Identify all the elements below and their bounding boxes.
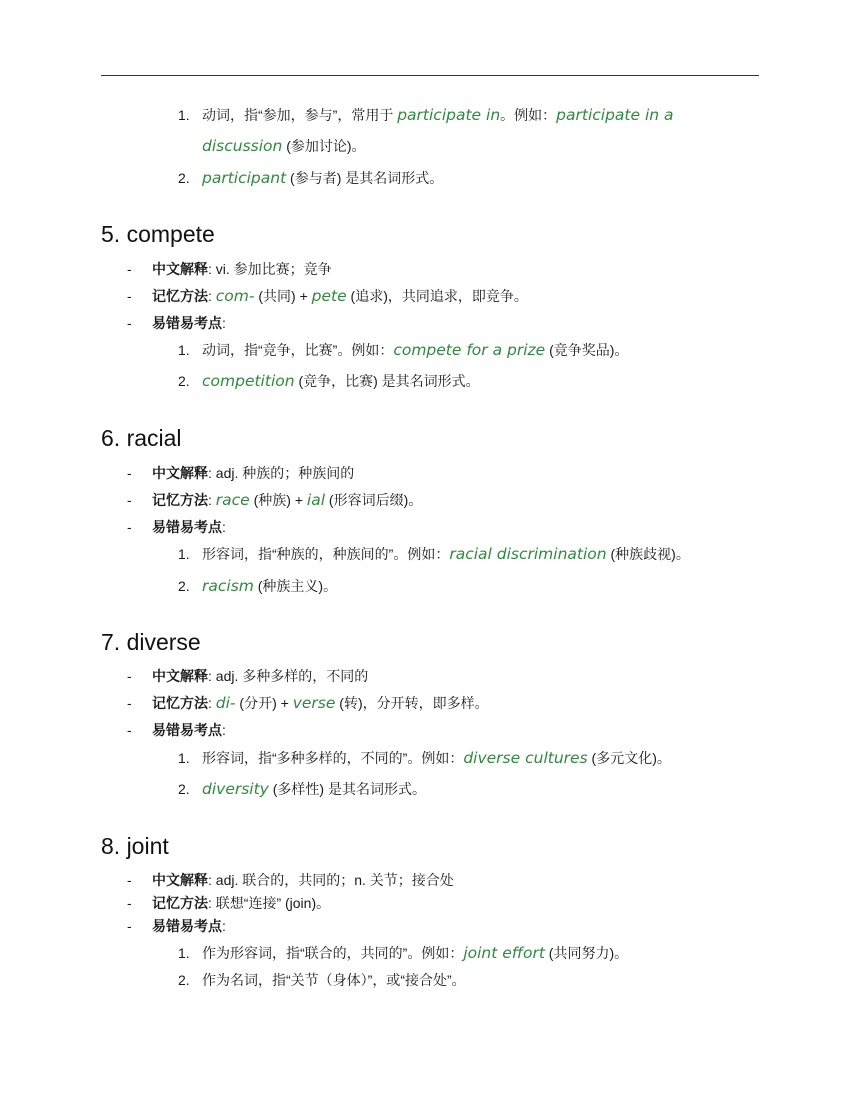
- list-item-text: [202, 943, 762, 963]
- colon: :: [222, 722, 226, 738]
- colon: :: [208, 261, 212, 277]
- meaning-line: [152, 666, 752, 686]
- text: (分开) +: [235, 695, 293, 711]
- memory-line: [152, 490, 752, 510]
- text: 动词，指“竞争，比赛”。例如：: [202, 342, 394, 358]
- memory-line: [152, 286, 752, 306]
- morpheme: di-: [215, 694, 236, 712]
- text: (追求)，共同追求，即竞争。: [346, 288, 528, 304]
- text: (转)，分开转，即多样。: [335, 695, 489, 711]
- colon: :: [222, 315, 226, 331]
- list-item-text: 作为名词，指“关节（身体）”，或“接合处”。: [202, 972, 466, 988]
- meaning-line: [152, 259, 752, 279]
- entry-heading: 7. diverse: [101, 629, 201, 655]
- text: vi. 参加比赛；竞争: [211, 261, 332, 277]
- list-number: 2.: [178, 972, 190, 988]
- label: 记忆方法: [152, 895, 208, 911]
- colon: :: [222, 918, 226, 934]
- label: 记忆方法: [152, 492, 208, 508]
- example-phrase: discussion: [202, 137, 283, 155]
- text: 动词，指“参加，参与”，常用于: [202, 107, 398, 123]
- bullet: -: [127, 465, 132, 481]
- text: (种族主义)。: [253, 578, 338, 594]
- example-phrase: participate in a: [556, 106, 674, 124]
- bullet: -: [127, 519, 132, 535]
- pitfalls-line: [152, 313, 752, 333]
- label: 中文解释: [152, 261, 208, 277]
- list-item-text: [202, 105, 762, 125]
- list-number: 1.: [178, 750, 190, 766]
- list-item-text: [202, 544, 762, 564]
- list-item-text: [202, 371, 762, 391]
- label: 记忆方法: [152, 288, 208, 304]
- bullet: -: [127, 872, 132, 888]
- label: 易错易考点: [152, 519, 222, 535]
- colon: :: [208, 288, 212, 304]
- pitfalls-line: [152, 720, 752, 740]
- entry-heading: 5. compete: [101, 221, 215, 247]
- meaning-line: [152, 870, 752, 890]
- label: 易错易考点: [152, 315, 222, 331]
- list-item-text-continued: [202, 136, 762, 156]
- morpheme: verse: [292, 694, 336, 712]
- list-item-text: [202, 340, 762, 360]
- text: 作为形容词，指“联合的，共同的”。例如：: [202, 945, 464, 961]
- list-number: 1.: [178, 342, 190, 358]
- text: (竞争奖品)。: [545, 342, 629, 358]
- text: (参加讨论)。: [282, 138, 366, 154]
- example-phrase: racial discrimination: [449, 545, 607, 563]
- bullet: -: [127, 261, 132, 277]
- label: 易错易考点: [152, 722, 222, 738]
- memory-line: [152, 893, 752, 913]
- text: (形容词后缀)。: [325, 492, 423, 508]
- header-rule: [101, 75, 759, 76]
- example-phrase: participate in: [397, 106, 501, 124]
- text: 联想“连接” (join)。: [211, 895, 331, 911]
- colon: :: [208, 695, 212, 711]
- list-item-text: [202, 168, 762, 188]
- entry-heading: 8. joint: [101, 833, 169, 859]
- pitfalls-line: [152, 916, 752, 936]
- colon: :: [208, 668, 212, 684]
- colon: :: [222, 519, 226, 535]
- text: (竞争，比赛) 是其名词形式。: [294, 373, 480, 389]
- list-item-text: [202, 748, 762, 768]
- list-number: 2.: [178, 781, 190, 797]
- label: 记忆方法: [152, 695, 208, 711]
- list-number: 2.: [178, 578, 190, 594]
- bullet: -: [127, 722, 132, 738]
- colon: :: [208, 465, 212, 481]
- list-number: 2.: [178, 170, 190, 186]
- list-item-text: [202, 576, 762, 596]
- label: 中文解释: [152, 668, 208, 684]
- morpheme: ial: [306, 491, 326, 509]
- label: 中文解释: [152, 465, 208, 481]
- bullet: -: [127, 695, 132, 711]
- bullet: -: [127, 288, 132, 304]
- example-phrase: competition: [202, 372, 295, 390]
- morpheme: com-: [215, 287, 255, 305]
- list-number: 1.: [178, 945, 190, 961]
- text: adj. 种族的；种族间的: [211, 465, 355, 481]
- example-phrase: racism: [202, 577, 254, 595]
- colon: :: [208, 492, 212, 508]
- list-number: 1.: [178, 107, 190, 123]
- entry-heading: 6. racial: [101, 425, 182, 451]
- morpheme: race: [215, 491, 250, 509]
- colon: :: [208, 895, 212, 911]
- text: (共同努力)。: [544, 945, 629, 961]
- text: adj. 多种多样的，不同的: [211, 668, 369, 684]
- list-number: 1.: [178, 546, 190, 562]
- list-item-text: [202, 779, 762, 799]
- label: 中文解释: [152, 872, 208, 888]
- example-phrase: participant: [202, 169, 287, 187]
- text: (多元文化)。: [587, 750, 671, 766]
- text: 。例如：: [500, 107, 557, 123]
- example-phrase: joint effort: [463, 944, 545, 962]
- text: 形容词，指“多种多样的，不同的”。例如：: [202, 750, 464, 766]
- bullet: -: [127, 895, 132, 911]
- colon: :: [208, 872, 212, 888]
- example-phrase: diversity: [202, 780, 269, 798]
- text: (种族) +: [249, 492, 307, 508]
- text: (多样性) 是其名词形式。: [268, 781, 426, 797]
- example-phrase: compete for a prize: [393, 341, 546, 359]
- text: (参与者) 是其名词形式。: [286, 170, 444, 186]
- bullet: -: [127, 668, 132, 684]
- bullet: -: [127, 918, 132, 934]
- bullet: -: [127, 315, 132, 331]
- text: (种族歧视)。: [606, 546, 690, 562]
- meaning-line: [152, 463, 752, 483]
- example-phrase: diverse cultures: [463, 749, 588, 767]
- morpheme: pete: [311, 287, 347, 305]
- text: (共同) +: [254, 288, 312, 304]
- text: 形容词，指“种族的，种族间的”。例如：: [202, 546, 450, 562]
- bullet: -: [127, 492, 132, 508]
- text: adj. 联合的，共同的；n. 关节；接合处: [211, 872, 454, 888]
- memory-line: [152, 693, 752, 713]
- pitfalls-line: [152, 517, 752, 537]
- list-number: 2.: [178, 373, 190, 389]
- label: 易错易考点: [152, 918, 222, 934]
